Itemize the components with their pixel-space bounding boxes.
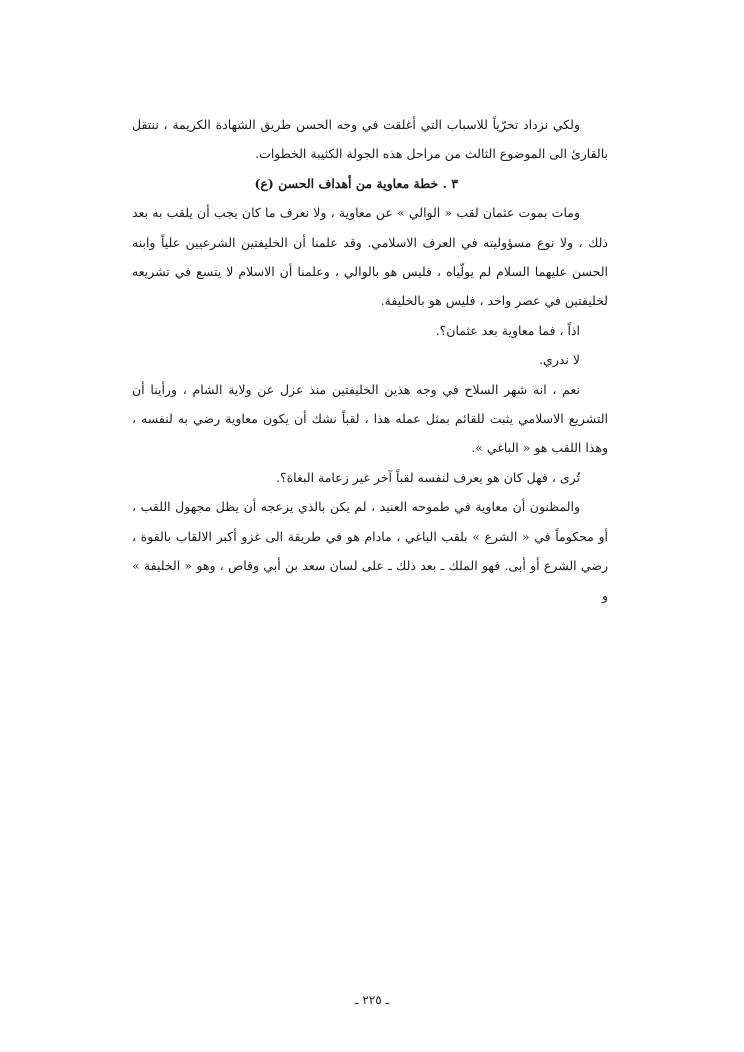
page-number: ـ ٢٢٥ ـ: [354, 993, 390, 1007]
paragraph-3: اذاً ، فما معاوية بعد عثمان؟.: [435, 322, 580, 338]
paragraph-1: ولكي نزداد تحرّياً للاسباب التي أغلقت في وجه الحسن طريق الشهادة الكريمة ، ننتقل بالقارئ الى الموضوع الثالث من مراحل هذه الجولة الكثيبة الخطوات.: [132, 117, 608, 162]
section-heading: ٣ . خطة معاوية من أهداف الحسن (ع): [254, 175, 458, 191]
paragraph-4: لا ندري.: [539, 352, 580, 368]
paragraph-6: تُرى ، فهل كان هو يعرف لنفسه لقباً آخر غير زعامة البغاة؟.: [276, 469, 580, 485]
paragraph-5: نعم ، انه شهر السلاح في وجه هذين الخليفتين منذ عزل عن ولاية الشام ، ورأينا أن التشريع الاسلامي يثبت للقائم بمثل عمله هذا ، لقباً نشك أن يكون معاوية رضي به لنفسه ، وهذا اللقب هو « الباغي ».: [132, 381, 608, 456]
paragraph-7: والمظنون أن معاوية في طموحه العنيد ، لم يكن بالذي يزعجه أن يظل مجهول اللقب ، أو محكوماً في « الشرع » بلقب الباغي ، مادام هو في طريقة الى غزو أكبر الالقاب بالقوة ، رضي الشرع أو أبى. فهو الملك ـ بعد ذلك ـ على لسان سعد بن أبي وقاص ، وهو « الخليفة » و: [132, 499, 608, 603]
body-text: [132, 110, 608, 610]
paragraph-2: ومات بموت عثمان لقب « الوالي » عن معاوية ، ولا نعرف ما كان يجب أن يلقب به بعد ذلك ، ولا نوع مسؤوليته في العرف الاسلامي. وقد علمنا أن الخليفتين الشرعيين علياً وابنه الحسن عليهما السلام لم يولّياه ، فليس هو بالوالي ، وعلمنا أن الاسلام لا يتسع في تشريعه لخليفتين في عصر واحد ، فليس هو بالخليفة.: [132, 205, 608, 309]
